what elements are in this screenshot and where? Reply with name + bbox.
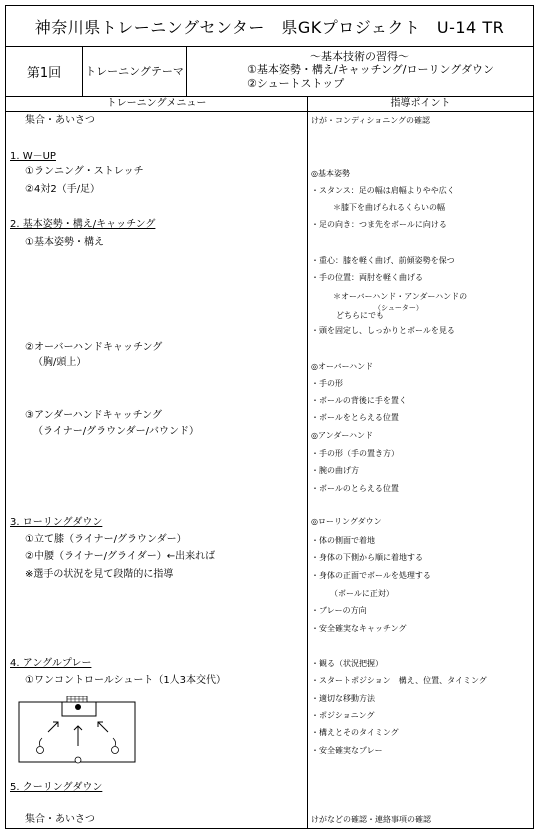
menu-section-5: 5. クーリングダウン [10,782,103,793]
menu-section-4: 4. アングルプレー [10,658,92,669]
point-text: ・ボールの背後に手を置く [311,396,407,405]
point-text: ＊オーバーハンド・アンダーハンドの [333,292,468,301]
menu-item: ②中腰（ライナー/グライダー）←出来れば [25,551,216,562]
point-text: ◎アンダーハンド [311,431,373,440]
point-text: ・重心：膝を軽く曲げ、前傾姿勢を保つ [311,256,455,265]
point-text: （ボールに正対） [330,589,394,598]
menu-section-3: 3. ローリングダウン [10,517,103,528]
point-text: ・構えとそのタイミング [311,728,399,737]
point-text: けが・コンディショニングの確認 [311,116,431,125]
point-text: ・手の形 [311,379,343,388]
menu-item-sub: （ライナー/グラウンダー/バウンド） [33,426,200,437]
menu-item: ①ランニング・ストレッチ [25,166,144,177]
point-text: ・スタートポジション 構え、位置、タイミング [311,676,487,685]
point-text: ・スタンス：足の幅は肩幅よりやや広く [311,186,455,195]
training-sheet [5,5,534,829]
point-text: ・適切な移動方法 [311,694,375,703]
point-text: ・ブレーの方向 [311,606,367,615]
point-text: ・ボールをとらえる位置 [311,413,399,422]
theme-label: トレーニングテーマ [83,46,187,96]
point-text: ・体の側面で着地 [311,536,375,545]
point-text: ・観る（状況把握） [311,659,383,668]
theme-line: ①基本姿勢・構え/キャッチング/ローリングダウン [247,63,495,76]
menu-greeting-start: 集合・あいさつ [25,115,95,126]
point-text: ・身体の正面でボールを処理する [311,571,431,580]
field-diagram [18,696,136,766]
point-text: ＊膝下を曲げられるくらいの幅 [333,203,445,212]
menu-item: ①ワンコントロールシュート（1人3本交代） [25,675,227,686]
menu-section-1: 1. W－UP [10,151,56,162]
point-text: ◎ローリングダウン [311,517,382,526]
theme-line: ②シュートストップ [247,77,345,90]
point-text: どちらにでも [336,311,384,320]
menu-item: ②オーバーハンドキャッチング [25,342,163,353]
session-label: 第1回 [6,46,83,96]
point-text: ・頭を固定し、しっかりとボールを見る [311,326,455,335]
menu-item: ②4対2（手/足） [25,184,101,195]
goal-net [67,696,87,702]
points-header: 指導ポイント [308,96,533,112]
point-text: けがなどの確認・連絡事項の確認 [311,815,431,824]
point-text: ・手の位置：両肘を軽く曲げる [311,273,423,282]
point-text: ・足の向き：つま先をボールに向ける [311,220,447,229]
theme-row [6,46,533,97]
point-text: ・ポジショニング [311,711,375,720]
point-text: ・ボールのとらえる位置 [311,484,399,493]
point-text: ・手の形（手の置き方） [311,449,399,458]
menu-item: ①基本姿勢・構え [25,237,104,248]
theme-content [187,46,532,96]
point-text: ・身体の下側から順に着地する [311,553,423,562]
menu-section-2: 2. 基本姿勢・構え/キャッチング [10,219,156,230]
menu-item: ③アンダーハンドキャッチング [25,410,162,421]
menu-header: トレーニングメニュー [6,96,308,112]
menu-item-sub: （胸/頭上） [33,357,87,368]
point-text: ・安全確実なキャッチング [311,624,407,633]
page-title: 神奈川県トレーニングセンター 県GKプロジェクト U-14 TR [6,6,533,47]
goalkeeper [75,704,81,710]
point-text: ◎オーバーハンド [311,362,374,371]
point-text: ◎基本姿勢 [311,169,350,178]
column-divider [307,111,308,828]
menu-item: ①立て膝（ライナー/グラウンダー） [25,534,187,545]
menu-greeting-end: 集合・あいさつ [25,814,95,825]
theme-line: ～基本技術の習得～ [310,50,409,63]
point-ruby: （シューター） [374,304,423,312]
menu-note: ※選手の状況を見て段階的に指導 [25,569,174,580]
ball [75,757,81,763]
point-text: ・腕の曲げ方 [311,466,359,475]
point-text: ・安全確実なプレー [311,746,383,755]
